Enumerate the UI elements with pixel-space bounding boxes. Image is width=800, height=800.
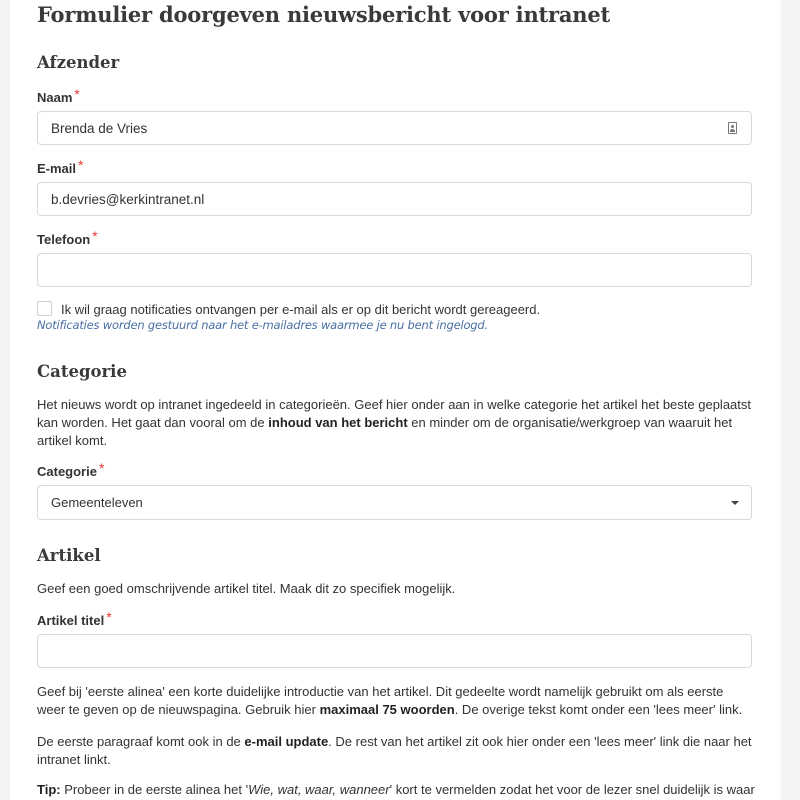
notify-checkbox[interactable] xyxy=(37,301,52,316)
tip-text-1: Probeer in de eerste alinea het ' xyxy=(60,782,249,797)
category-intro xyxy=(37,396,754,450)
article-title-field[interactable] xyxy=(37,634,752,668)
email-label xyxy=(37,157,84,176)
tip-text-2: ' kort te vermelden zodat het voor de lezer snel duidelijk is waar xyxy=(389,782,755,797)
chevron-down-icon[interactable] xyxy=(731,501,739,505)
tip-paragraph xyxy=(37,781,754,799)
phone-field[interactable] xyxy=(37,253,752,287)
name-field[interactable] xyxy=(37,111,752,145)
required-marker: * xyxy=(106,609,112,625)
name-label-text: Naam xyxy=(37,90,73,105)
name-input[interactable] xyxy=(51,112,711,144)
first-paragraph-instructions xyxy=(37,683,754,719)
notify-note: Notificaties worden gestuurd naar het e-mailadres waarmee je nu bent ingelogd. xyxy=(37,318,488,332)
contact-card-icon[interactable] xyxy=(728,122,737,134)
required-marker: * xyxy=(78,157,84,173)
required-marker: * xyxy=(92,228,98,244)
email-input[interactable] xyxy=(51,183,711,215)
category-select[interactable] xyxy=(37,485,752,520)
required-marker: * xyxy=(74,86,80,102)
category-intro-text-1: Het nieuws wordt op intranet ingedeeld in categorieën. Geef hier onder aan in welke categorie het artikel het beste geplaatst kan worden. Het gaat dan vooral om de xyxy=(37,397,752,430)
category-selected-value: Gemeenteleven xyxy=(51,495,143,510)
section-title-category: Categorie xyxy=(37,362,127,381)
phone-label xyxy=(37,228,98,247)
tip-label: Tip: xyxy=(37,782,61,797)
article-intro: Geef een goed omschrijvende artikel titel. Maak dit zo specifiek mogelijk. xyxy=(37,581,456,596)
article-title-input[interactable] xyxy=(51,635,711,667)
category-label-text: Categorie xyxy=(37,464,97,479)
section-title-sender: Afzender xyxy=(37,53,120,72)
article-title-label xyxy=(37,609,112,628)
page-title: Formulier doorgeven nieuwsbericht voor intranet xyxy=(37,2,611,27)
instructions-text-1: Geef bij 'eerste alinea' een korte duidelijke introductie van het artikel. Dit gedeelte wordt namelijk gebruikt om als eerste weer te geven op de nieuwspagina. Gebruik hier xyxy=(37,684,724,717)
phone-input[interactable] xyxy=(51,254,711,286)
section-title-article: Artikel xyxy=(37,546,101,565)
instructions-text-2: . De overige tekst komt onder een 'lees meer' link. xyxy=(454,702,743,717)
email-update-text-2: . De rest van het artikel zit ook hier onder een 'lees meer' link die naar het intranet linkt. xyxy=(37,734,752,767)
email-label-text: E-mail xyxy=(37,161,77,176)
email-update-text-1: De eerste paragraaf komt ook in de xyxy=(37,734,245,749)
category-intro-text-2: en minder om de organisatie/werkgroep van waaruit het artikel komt. xyxy=(37,415,733,448)
form-card xyxy=(10,0,781,800)
required-marker: * xyxy=(98,460,105,476)
email-field[interactable] xyxy=(37,182,752,216)
email-update-instructions xyxy=(37,733,754,769)
notify-checkbox-label[interactable]: Ik wil graag notificaties ontvangen per e-mail als er op dit bericht wordt gereageerd. xyxy=(61,302,541,317)
category-intro-bold: inhoud van het bericht xyxy=(268,415,408,430)
phone-label-text: Telefoon xyxy=(37,232,91,247)
email-update-bold: e-mail update xyxy=(244,734,329,749)
name-label xyxy=(37,86,80,105)
instructions-bold: maximaal 75 woorden xyxy=(319,702,455,717)
tip-italic: Wie, wat, waar, wanneer xyxy=(248,782,390,797)
category-label xyxy=(37,460,105,479)
article-title-label-text: Artikel titel xyxy=(37,613,105,628)
